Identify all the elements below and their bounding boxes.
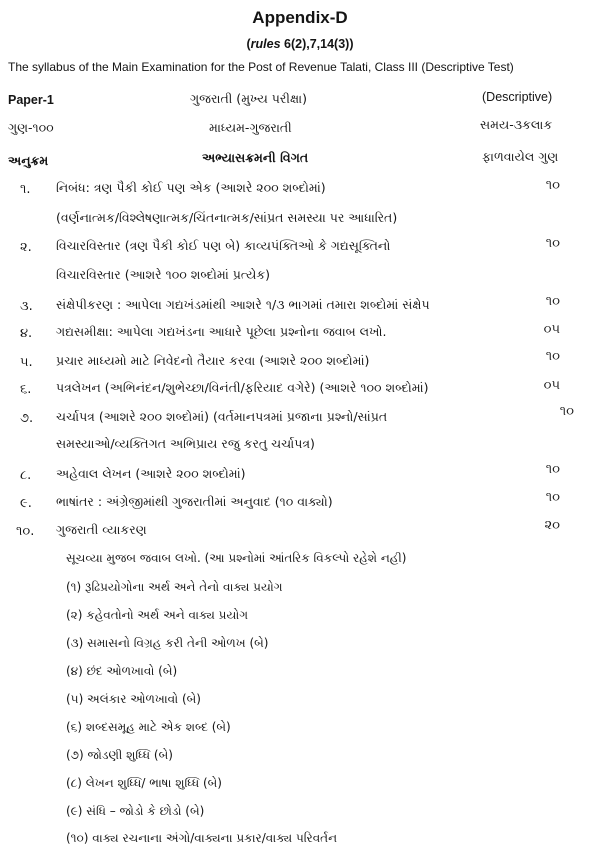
item-number: ૧. [20, 182, 31, 197]
item-marks: ૧૦ [545, 236, 560, 251]
item-marks: ૨૦ [544, 518, 560, 533]
paper-medium: માધ્યમ-ગુજરાતી [209, 120, 292, 135]
item-text-cont: સમસ્યાઓ/વ્યક્તિગત અભિપ્રાય રજુ કરતુ ચર્ચાપત્ર) [56, 436, 315, 451]
item-number: ૬. [20, 382, 32, 397]
item-text-cont: વિચારવિસ્તાર (આશરે ૧૦૦ શબ્દોમાં પ્રત્યેક) [56, 267, 271, 282]
paper-marks: ગુણ-૧૦૦ [8, 120, 54, 135]
item-marks: ૧૦ [545, 178, 560, 193]
rules-open: ( [246, 37, 251, 51]
grammar-subitem: (૧) રૂઢિપ્રયોગોના અર્થ અને તેનો વાક્ય પ્રયોગ [66, 580, 283, 594]
item-text: સંક્ષેપીકરણ : આપેલા ગદ્યખંડમાંથી આશરે ૧/૩ ભાગમાં તમારા શબ્દોમાં સંક્ષેપ [56, 297, 430, 312]
paper-label: Paper-1 [8, 93, 54, 107]
item-number: ૪. [20, 326, 33, 341]
item-marks: ૧૦ [545, 349, 560, 364]
grammar-subitem: (૧૦) વાક્ય રચનાના અંગો/વાક્યના પ્રકાર/વાક્ય પરિવર્તન [66, 831, 338, 845]
item-marks: ૦૫ [543, 378, 560, 393]
item-number: ૩. [20, 299, 33, 314]
grammar-subitem: (૮) લેખન શુધ્ધિ/ ભાષા શુધ્ધિ (બે) [66, 776, 222, 790]
item-text: ગુજરાતી વ્યાકરણ [56, 522, 147, 537]
grammar-subitem: (૨) કહેવતોનો અર્થ અને વાક્ય પ્રયોગ [66, 608, 249, 622]
item-text: ચર્ચાપત્ર (આશરે ૨૦૦ શબ્દોમાં) (વર્તમાનપત્રમાં પ્રજાના પ્રશ્નો/સાંપ્રત [56, 409, 388, 424]
item-marks: ૧૦ [545, 462, 560, 477]
page-title: Appendix-D [252, 8, 348, 27]
item-text: ભાષાંતર : અંગ્રેજીમાંથી ગુજરાતીમાં અનુવાદ (૧૦ વાક્યો) [56, 494, 333, 509]
item-text-cont: સૂચવ્યા મુજબ જવાબ લખો. (આ પ્રશ્નોમાં આંતરિક વિકલ્પો રહેશે નહી) [66, 551, 407, 565]
grammar-subitem: (૩) સમાસનો વિગ્રહ કરી તેની ઓળખ (બે) [66, 636, 269, 650]
paper-name: ગુજરાતી (મુખ્ય પરીક્ષા) [190, 91, 307, 106]
item-text: અહેવાલ લેખન (આશરે ૨૦૦ શબ્દોમાં) [56, 466, 246, 481]
rules-refs: 6(2),7,14(3)) [280, 37, 354, 51]
grammar-subitem: (૬) શબ્દસમૂહ માટે એક શબ્દ (બે) [66, 720, 231, 734]
item-text: પ્રચાર માધ્યમો માટે નિવેદનો તૈયાર કરવા (આશરે ૨૦૦ શબ્દોમાં) [56, 353, 370, 368]
item-text: ગદ્યસમીક્ષા: આપેલા ગદ્યખંડના આધારે પૂછેલા પ્રશ્નોના જવાબ લખો. [56, 324, 387, 339]
paper-type: (Descriptive) [482, 90, 553, 104]
column-sno: અનુક્રમ [8, 153, 49, 168]
item-text: વિચારવિસ્તાર (ત્રણ પૈકી કોઈ પણ બે) કાવ્યપંક્તિઓ કે ગદ્યસૂક્તિનો [56, 238, 391, 253]
grammar-subitem: (૭) જોડણી શુધ્ધિ (બે) [66, 748, 173, 762]
grammar-subitem: (૪) છંદ ઓળખાવો (બે) [66, 664, 178, 678]
item-number: ૮. [20, 468, 32, 483]
item-marks: ૧૦ [559, 404, 574, 419]
item-marks: ૧૦ [545, 490, 560, 505]
rules-label: rules [250, 37, 281, 51]
rules-reference [0, 37, 600, 51]
syllabus-intro: The syllabus of the Main Examination for the Post of Revenue Talati, Class III (Descriptive Test) [8, 60, 514, 74]
item-marks: ૦૫ [543, 322, 560, 337]
item-number: ૯. [20, 496, 32, 511]
item-number: ૨. [20, 240, 32, 255]
column-details: અભ્યાસક્રમની વિગત [202, 150, 309, 165]
item-text: નિબંધ: ત્રણ પૈકી કોઈ પણ એક (આશરે ૨૦૦ શબ્દોમાં) [56, 180, 326, 195]
column-marks: ફાળવાયેલ ગુણ [482, 149, 559, 164]
item-number: ૧૦. [16, 524, 35, 539]
grammar-subitem: (૯) સંધિ – જોડો કે છોડો (બે) [66, 804, 205, 818]
item-text-cont: (વર્ણનાત્મક/વિશ્લેષણાત્મક/ચિંતનાત્મક/સાંપ્રત સમસ્યા પર આધારિત) [56, 210, 398, 225]
item-marks: ૧૦ [545, 294, 560, 309]
paper-time: સમય-૩કલાક [480, 117, 553, 132]
item-number: ૫. [20, 355, 33, 370]
grammar-subitem: (૫) અલંકાર ઓળખાવો (બે) [66, 692, 201, 706]
item-text: પત્રલેખન (અભિનંદન/શુભેચ્છા/વિનંતી/ફરિયાદ વગેરે) (આશરે ૧૦૦ શબ્દોમાં) [56, 380, 429, 395]
item-number: ૭. [20, 411, 34, 426]
